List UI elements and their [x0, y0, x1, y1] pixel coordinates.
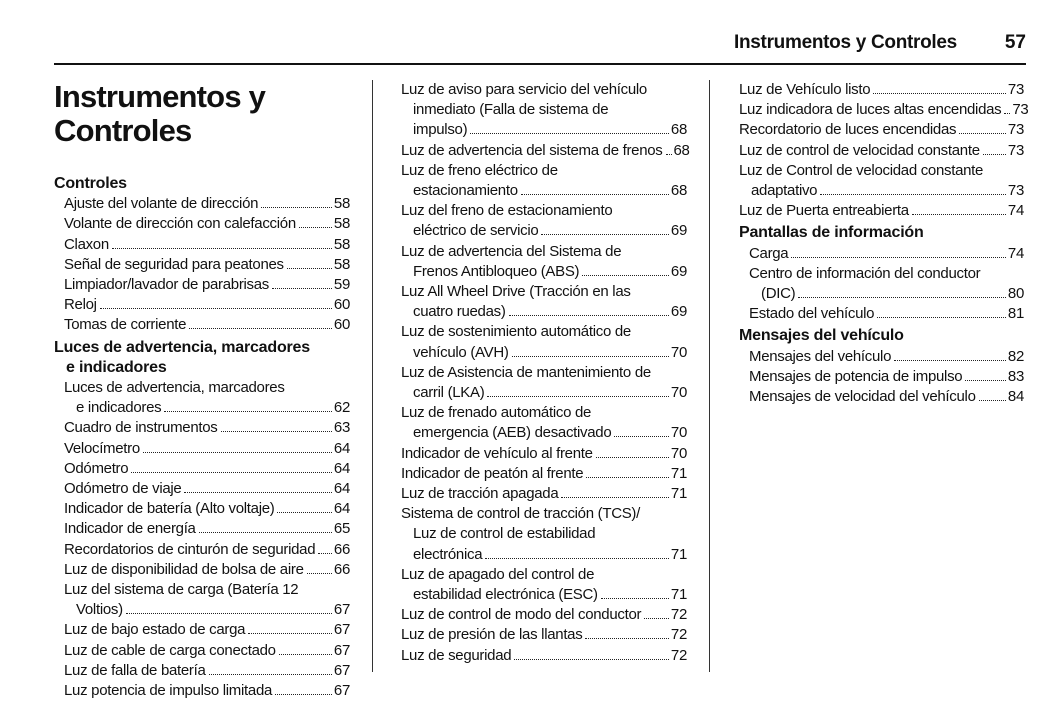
toc-entry-last-line: [401, 221, 687, 241]
toc-entry-last-line: [401, 302, 687, 322]
dot-leader: [209, 674, 332, 675]
toc-entry-text: Centro de información del conductor: [749, 264, 981, 282]
toc-entry-text: Estado del vehículo: [749, 305, 875, 323]
toc-entry[interactable]: [739, 244, 1024, 264]
page-header: [54, 30, 1026, 60]
toc-entry[interactable]: [54, 519, 350, 539]
toc-page-number: 71: [670, 485, 687, 503]
dot-leader: [820, 194, 1006, 195]
dot-leader: [979, 400, 1006, 401]
toc-entry-text: Luz de sostenimiento automático de: [401, 323, 631, 341]
page-number: 57: [1004, 32, 1026, 53]
toc-entry-last-line: [401, 484, 687, 504]
toc-entry-last-line: [64, 479, 350, 499]
toc-entry-text: Luz de Asistencia de mantenimiento de: [401, 363, 651, 381]
dot-leader: [509, 315, 669, 316]
dot-leader: [873, 93, 1006, 94]
toc-page-number: 73: [1012, 101, 1029, 119]
toc-entry[interactable]: [54, 459, 350, 479]
toc-entry-text: Luz de falla de batería: [64, 661, 206, 679]
toc-entry-last-line: [401, 585, 687, 605]
toc-entry-text: Luz de control de velocidad constante: [739, 141, 980, 159]
toc-entry[interactable]: [739, 304, 1024, 324]
toc-entry[interactable]: [401, 201, 687, 241]
toc-page-number: 64: [333, 439, 350, 457]
toc-entry[interactable]: [739, 347, 1024, 367]
main-title: Instrumentos y Controles: [54, 79, 266, 148]
toc-page-number: 73: [1007, 81, 1024, 98]
toc-entry-last-line: [749, 387, 1024, 407]
section-heading-text: Mensajes del vehículo: [739, 327, 904, 345]
toc-page-number: 81: [1007, 305, 1024, 323]
dot-leader: [143, 452, 332, 453]
toc-page-number: 74: [1007, 202, 1024, 220]
toc-entry-text: Luz de control de modo del conductor: [401, 606, 642, 624]
toc-entry-text: Luz del sistema de carga (Batería 12: [64, 581, 299, 599]
toc-page-number: 71: [670, 545, 687, 563]
toc-entry-text: cuatro ruedas): [413, 303, 506, 321]
toc-entry[interactable]: [401, 464, 687, 484]
toc-entry-last-line: [64, 418, 350, 438]
toc-page-number: 67: [333, 661, 350, 679]
toc-entry-text: Claxon: [64, 235, 109, 253]
toc-entry-text: e indicadores: [76, 399, 162, 417]
toc-entry-text: Indicador de peatón al frente: [401, 464, 584, 482]
dot-leader: [912, 214, 1006, 215]
dot-leader: [275, 694, 332, 695]
dot-leader: [248, 633, 332, 634]
toc-entry-last-line: [64, 641, 350, 661]
toc-entry-text: Carga: [749, 244, 789, 262]
dot-leader: [601, 598, 669, 599]
toc-entry-last-line: [739, 120, 1024, 140]
toc-entry-text: vehículo (AVH): [413, 343, 509, 361]
toc-page-number: 64: [333, 480, 350, 498]
toc-entry-last-line: [64, 255, 350, 275]
toc-entry-last-line: [64, 275, 350, 295]
toc-entry-text: Recordatorio de luces encendidas: [739, 121, 957, 139]
toc-entry-text: Luz de Puerta entreabierta: [739, 202, 909, 220]
toc-page-number: 65: [333, 520, 350, 538]
dot-leader: [614, 436, 669, 437]
dot-leader: [877, 317, 1006, 318]
toc-entry[interactable]: [739, 141, 1024, 161]
toc-entry-text: Limpiador/lavador de parabrisas: [64, 276, 269, 294]
toc-entry[interactable]: [54, 560, 350, 580]
toc-entry-text: Luz de seguridad: [401, 646, 512, 664]
toc-page-number: 68: [670, 182, 687, 200]
dot-leader: [184, 492, 331, 493]
toc-entry-text: Luz de Control de velocidad constante: [739, 161, 984, 179]
toc-entry-text: Luz de Vehículo listo: [739, 81, 871, 98]
dot-leader: [318, 553, 332, 554]
toc-entry-last-line: [64, 560, 350, 580]
toc-page-number: 71: [670, 464, 687, 482]
dot-leader: [514, 659, 669, 660]
toc-entry-text: Luz de apagado del control de: [401, 565, 595, 583]
dot-leader: [585, 638, 668, 639]
toc-entry[interactable]: [401, 484, 687, 504]
toc-entry[interactable]: [54, 214, 350, 234]
toc-entry-text: Luz de freno eléctrico de: [401, 161, 558, 179]
toc-entry-text: Luz indicadora de luces altas encendidas: [739, 101, 1002, 119]
toc-entry-last-line: [401, 141, 690, 161]
toc-entry-last-line: [401, 343, 687, 363]
dot-leader: [1004, 113, 1010, 114]
toc-entry[interactable]: [401, 646, 687, 666]
toc-entry-last-line: [64, 235, 350, 255]
dot-leader: [287, 268, 332, 269]
toc-page-number: 59: [333, 276, 350, 294]
header-title: Instrumentos y Controles: [734, 32, 957, 53]
dot-leader: [221, 431, 332, 432]
toc-entry-text: eléctrico de servicio: [413, 222, 539, 240]
section-heading-text: e indicadores: [66, 358, 167, 376]
toc-page-number: 66: [333, 540, 350, 558]
toc-entry-last-line: [739, 100, 1029, 120]
toc-entry-text: Luz de cable de carga conectado: [64, 641, 276, 659]
toc-entry-text: estacionamiento: [413, 182, 518, 200]
toc-column-2: [401, 80, 690, 666]
toc-page-number: 70: [670, 343, 687, 361]
toc-entry[interactable]: [54, 235, 350, 255]
toc-entry-last-line: [749, 304, 1024, 324]
toc-entry-text: Tomas de corriente: [64, 316, 187, 334]
toc-entry-text: Luz de tracción apagada: [401, 485, 559, 503]
toc-entry-text: Indicador de batería (Alto voltaje): [64, 500, 275, 518]
toc-entry-text: Luz de presión de las llantas: [401, 626, 583, 644]
toc-entry-text: Mensajes del vehículo: [749, 347, 892, 365]
dot-leader: [279, 654, 332, 655]
toc-entry-text: Odómetro: [64, 459, 129, 477]
toc-entry-last-line: [64, 661, 350, 681]
toc-entry-text: Recordatorios de cinturón de seguridad: [64, 540, 316, 558]
toc-page-number: 68: [670, 121, 687, 139]
toc-entry[interactable]: [54, 315, 350, 335]
toc-entry-last-line: [401, 181, 687, 201]
dot-leader: [596, 457, 669, 458]
toc-page-number: 82: [1007, 347, 1024, 365]
toc-entry-last-line: [64, 540, 350, 560]
toc-entry-last-line: [401, 625, 687, 645]
column-divider: [372, 80, 373, 672]
dot-leader: [965, 380, 1006, 381]
toc-entry-text: Volante de dirección con calefacción: [64, 215, 296, 233]
toc-page-number: 64: [333, 500, 350, 518]
toc-entry[interactable]: [54, 540, 350, 560]
toc-entry-text: Luz de disponibilidad de bolsa de aire: [64, 560, 304, 578]
toc-entry-text: Luz del freno de estacionamiento: [401, 202, 613, 220]
toc-entry[interactable]: [739, 387, 1024, 407]
toc-entry[interactable]: [401, 444, 687, 464]
toc-entry-text: estabilidad electrónica (ESC): [413, 586, 598, 604]
toc-entry[interactable]: [54, 418, 350, 438]
toc-entry-text: Luz de advertencia del sistema de frenos: [401, 141, 663, 159]
toc-page-number: 70: [670, 424, 687, 442]
toc-entry[interactable]: [54, 661, 350, 681]
toc-entry-text: Reloj: [64, 296, 97, 314]
toc-entry-text: Voltios): [76, 601, 123, 619]
toc-entry-last-line: [401, 464, 687, 484]
toc-entry[interactable]: [401, 242, 687, 282]
toc-entry-last-line: [64, 214, 350, 234]
toc-entry[interactable]: [401, 403, 687, 443]
toc-entry-last-line: [64, 459, 350, 479]
toc-entry-last-line: [64, 315, 350, 335]
toc-entry-last-line: [401, 383, 687, 403]
toc-entry-last-line: [401, 646, 687, 666]
toc-entry-text: Sistema de control de tracción (TCS)/: [401, 505, 640, 523]
toc-entry-last-line: [401, 423, 687, 443]
dot-leader: [189, 328, 332, 329]
section-heading: [739, 223, 1024, 243]
toc-entry-last-line: [749, 347, 1024, 367]
toc-entry-text: Indicador de vehículo al frente: [401, 444, 593, 462]
toc-page-number: 60: [333, 296, 350, 314]
toc-entry-last-line: [739, 80, 1024, 100]
toc-page-number: 58: [333, 215, 350, 233]
toc-page-number: 73: [1007, 141, 1024, 159]
dot-leader: [100, 308, 332, 309]
toc-page-number: 73: [1007, 121, 1024, 139]
dot-leader: [307, 573, 332, 574]
toc-entry[interactable]: [54, 439, 350, 459]
toc-entry[interactable]: [401, 80, 687, 141]
toc-page-number: 83: [1007, 367, 1024, 385]
dot-leader: [521, 194, 669, 195]
toc-entry-text: Frenos Antibloqueo (ABS): [413, 262, 580, 280]
toc-entry-last-line: [64, 600, 350, 620]
toc-entry-text: Velocímetro: [64, 439, 140, 457]
dot-leader: [798, 297, 1006, 298]
dot-leader: [126, 613, 332, 614]
toc-page-number: 67: [333, 601, 350, 619]
toc-entry-text: Mensajes de potencia de impulso: [749, 367, 963, 385]
dot-leader: [541, 234, 668, 235]
toc-entry[interactable]: [401, 322, 687, 362]
header-rule: [54, 63, 1026, 65]
toc-entry[interactable]: [54, 499, 350, 519]
toc-entry-last-line: [64, 194, 350, 214]
toc-entry-text: inmediato (Falla de sistema de: [413, 101, 609, 119]
toc-entry-text: Cuadro de instrumentos: [64, 419, 218, 437]
toc-page-number: 72: [670, 606, 687, 624]
dot-leader: [487, 396, 668, 397]
toc-entry-last-line: [749, 284, 1024, 304]
toc-page-number: 73: [1007, 182, 1024, 200]
dot-leader: [959, 133, 1006, 134]
toc-page-number: 68: [673, 141, 690, 159]
section-heading-text: Controles: [54, 175, 127, 192]
toc-entry-last-line: [401, 545, 687, 565]
toc-entry[interactable]: [54, 681, 350, 701]
column-divider: [709, 80, 710, 672]
toc-page-number: 80: [1007, 285, 1024, 303]
toc-page-number: 84: [1007, 388, 1024, 406]
toc-entry-last-line: [749, 244, 1024, 264]
toc-page-number: 72: [670, 626, 687, 644]
dot-leader: [983, 154, 1006, 155]
dot-leader: [470, 133, 669, 134]
dot-leader: [586, 477, 669, 478]
toc-column-3: [739, 80, 1029, 407]
toc-entry-text: Ajuste del volante de dirección: [64, 195, 259, 213]
toc-entry[interactable]: [54, 479, 350, 499]
toc-page-number: 67: [333, 621, 350, 639]
toc-entry[interactable]: [401, 363, 687, 403]
section-heading-text: Luces de advertencia, marcadores: [54, 338, 310, 356]
toc-entry[interactable]: [739, 367, 1024, 387]
toc-entry-last-line: [64, 499, 350, 519]
toc-entry[interactable]: [739, 264, 1024, 304]
toc-entry-text: emergencia (AEB) desactivado: [413, 424, 612, 442]
toc-page-number: 74: [1007, 244, 1024, 262]
toc-page-number: 71: [670, 586, 687, 604]
toc-page-number: 70: [670, 384, 687, 402]
toc-entry-last-line: [739, 181, 1024, 201]
dot-leader: [666, 154, 672, 155]
toc-page-number: 67: [333, 641, 350, 659]
toc-entry-last-line: [64, 681, 350, 701]
dot-leader: [277, 512, 331, 513]
toc-entry-text: Odómetro de viaje: [64, 480, 182, 498]
toc-page-number: 67: [333, 682, 350, 700]
toc-entry-text: adaptativo: [751, 182, 818, 200]
toc-entry-text: electrónica: [413, 545, 483, 563]
toc-entry-last-line: [739, 141, 1024, 161]
toc-page-number: 64: [333, 459, 350, 477]
toc-entry[interactable]: [54, 255, 350, 275]
toc-column-1: [54, 80, 350, 701]
toc-entry[interactable]: [401, 625, 687, 645]
dot-leader: [261, 207, 332, 208]
toc-entry-text: Luz potencia de impulso limitada: [64, 682, 273, 700]
toc-entry-last-line: [64, 295, 350, 315]
toc-entry[interactable]: [401, 565, 687, 605]
toc-entry-text: Luz de frenado automático de: [401, 404, 592, 422]
toc-entry-text: (DIC): [761, 285, 796, 303]
toc-entry-text: impulso): [413, 121, 468, 139]
toc-entry-text: carril (LKA): [413, 384, 485, 402]
toc-entry[interactable]: [54, 275, 350, 295]
toc-entry-text: Indicador de energía: [64, 520, 196, 538]
toc-entry[interactable]: [739, 120, 1024, 140]
section-heading: [54, 174, 350, 194]
toc-page-number: 62: [333, 399, 350, 417]
toc-page-number: 66: [333, 560, 350, 578]
section-heading: [54, 338, 350, 378]
toc-entry-last-line: [401, 262, 687, 282]
toc-page-number: 70: [670, 444, 687, 462]
dot-leader: [272, 288, 332, 289]
dot-leader: [644, 618, 669, 619]
dot-leader: [485, 558, 669, 559]
toc-page-number: 69: [670, 222, 687, 240]
dot-leader: [894, 360, 1006, 361]
toc-entry-text: Mensajes de velocidad del vehículo: [749, 388, 976, 406]
section-heading-text: Pantallas de información: [739, 224, 924, 242]
dot-leader: [582, 275, 669, 276]
toc-entry[interactable]: [54, 194, 350, 214]
toc-entry[interactable]: [401, 504, 687, 565]
toc-page-number: 69: [670, 303, 687, 321]
toc-page-number: 69: [670, 262, 687, 280]
toc-entry[interactable]: [739, 201, 1024, 221]
toc-entry[interactable]: [54, 641, 350, 661]
toc-entry[interactable]: [54, 378, 350, 418]
toc-entry-text: Luz de control de estabilidad: [413, 525, 596, 543]
toc-page-number: 58: [333, 195, 350, 213]
toc-entry[interactable]: [401, 161, 687, 201]
toc-entry[interactable]: [739, 100, 1029, 120]
toc-page-number: 63: [333, 419, 350, 437]
toc-page-number: 58: [333, 235, 350, 253]
toc-entry-last-line: [401, 120, 687, 140]
toc-entry-last-line: [739, 201, 1024, 221]
toc-entry[interactable]: [54, 580, 350, 620]
toc-entry[interactable]: [54, 620, 350, 640]
toc-entry-last-line: [64, 398, 350, 418]
toc-entry-last-line: [749, 367, 1024, 387]
toc-entry[interactable]: [401, 605, 687, 625]
toc-page-number: 58: [333, 255, 350, 273]
toc-entry-text: Luces de advertencia, marcadores: [64, 379, 285, 397]
dot-leader: [512, 356, 669, 357]
toc-entry-text: Luz All Wheel Drive (Tracción en las: [401, 283, 631, 301]
toc-entry-last-line: [401, 444, 687, 464]
toc-entry-last-line: [64, 519, 350, 539]
dot-leader: [164, 411, 332, 412]
dot-leader: [112, 248, 332, 249]
toc-entry[interactable]: [739, 80, 1024, 100]
toc-entry-text: Luz de bajo estado de carga: [64, 621, 246, 639]
dot-leader: [199, 532, 332, 533]
toc-entry[interactable]: [401, 282, 687, 322]
dot-leader: [561, 497, 669, 498]
toc-entry[interactable]: [739, 161, 1024, 201]
toc-entry-text: Luz de advertencia del Sistema de: [401, 242, 622, 260]
toc-entry-last-line: [64, 620, 350, 640]
toc-entry-last-line: [401, 605, 687, 625]
dot-leader: [791, 257, 1006, 258]
toc-entry-text: Luz de aviso para servicio del vehículo: [401, 81, 647, 98]
dot-leader: [131, 472, 332, 473]
toc-entry[interactable]: [401, 141, 690, 161]
toc-entry[interactable]: [54, 295, 350, 315]
toc-entry-text: Señal de seguridad para peatones: [64, 255, 284, 273]
toc-entry-last-line: [64, 439, 350, 459]
dot-leader: [299, 227, 332, 228]
toc-page-number: 60: [333, 316, 350, 334]
section-heading: [739, 326, 1024, 346]
toc-page-number: 72: [670, 646, 687, 664]
